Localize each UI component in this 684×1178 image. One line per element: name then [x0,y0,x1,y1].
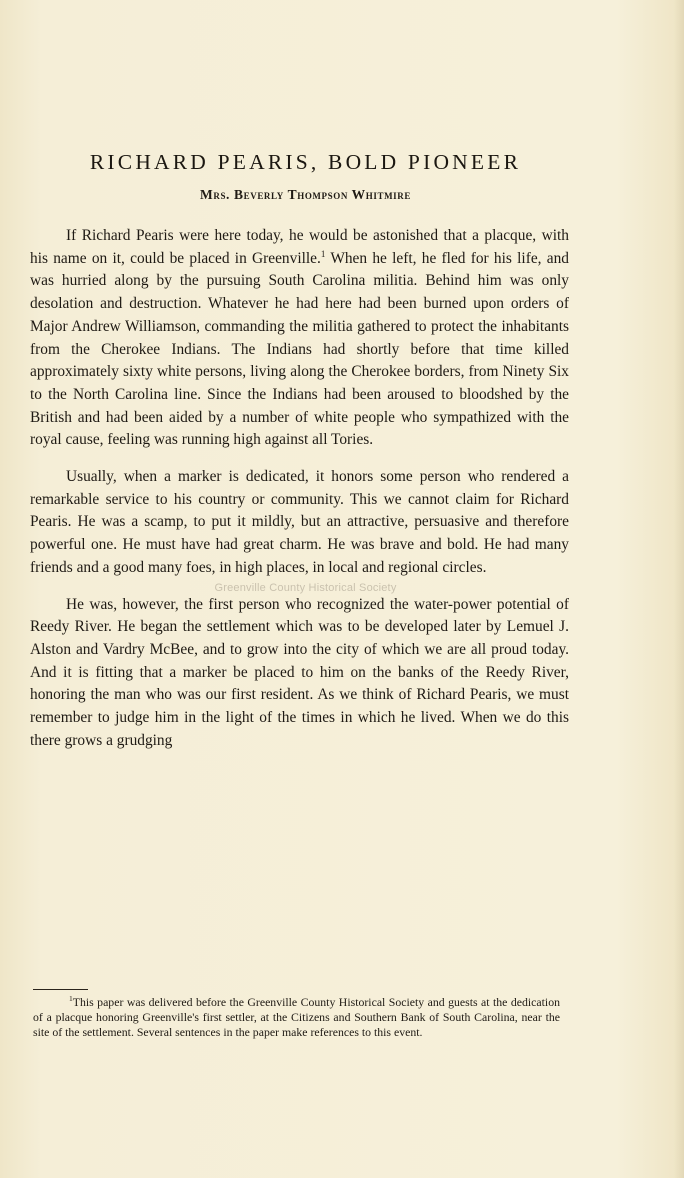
paragraph-1-continuation: When he left, he fled for his life, and was hurried along by the pursuing South Carolina militia. Behind him was only desolation and destruction. Whatever he had here had been burned upon orders of Major Andrew Williamson, commanding the militia gathered to protect the inhabitants from the Cherokee Indians. The Indians had shortly before that time killed approximately sixty white persons, living along the Cherokee borders, from Ninety Six to the North Carolina line. Since the Indians had been aroused to bloodshed by the British and had been aided by a number of white people who sympathized with the royal cause, feeling was running high against all Tories. [30,249,570,449]
footnote [33,995,560,1040]
footnote-reference: 1 [320,248,326,259]
footnote-text: This paper was delivered before the Greenville County Historical Society and guests at the dedication of a placque honoring Greenville's first settler, at the Citizens and Southern Bank of South Carolina, near the site of the settlement. Several sentences in the paper make references to this event. [33,995,560,1039]
article-title: RICHARD PEARIS, BOLD PIONEER [89,150,522,174]
watermark: Greenville County Historical Society [214,582,397,594]
paragraph-1-text: If Richard Pearis were here today, he would be astonished that a placque, with his name on it, could be placed in Greenville. [30,227,569,267]
paragraph-3: He was, however, the first person who recognized the water-power potential of Reedy River. He began the settlement which was to be developed later by Lemuel J. Alston and Vardry McBee, and to grow into the city of which we are all proud today. And it is fitting that a marker be placed to him on the banks of the Reedy River, honoring the man who was our first resident. As we think of Richard Pearis, we must remember to judge him in the light of the times in which he lived. When we do this there grows a grudging [30,595,569,749]
article-body [30,225,569,766]
footnote-divider [33,989,88,990]
article-author: Mrs. Beverly Thompson Whitmire [200,187,411,202]
paragraph-1 [30,225,569,452]
paragraph-2: Usually, when a marker is dedicated, it honors some person who rendered a remarkable service to his country or community. This we cannot claim for Richard Pearis. He was a scamp, to put it mildly, but an attractive, persuasive and therefore powerful one. He must have had great charm. He was brave and bold. He had many friends and a good many foes, in high places, in local and regional circles. [30,468,569,576]
footnote-mark: 1 [69,994,73,1004]
page-edge-shadow [674,0,684,1178]
